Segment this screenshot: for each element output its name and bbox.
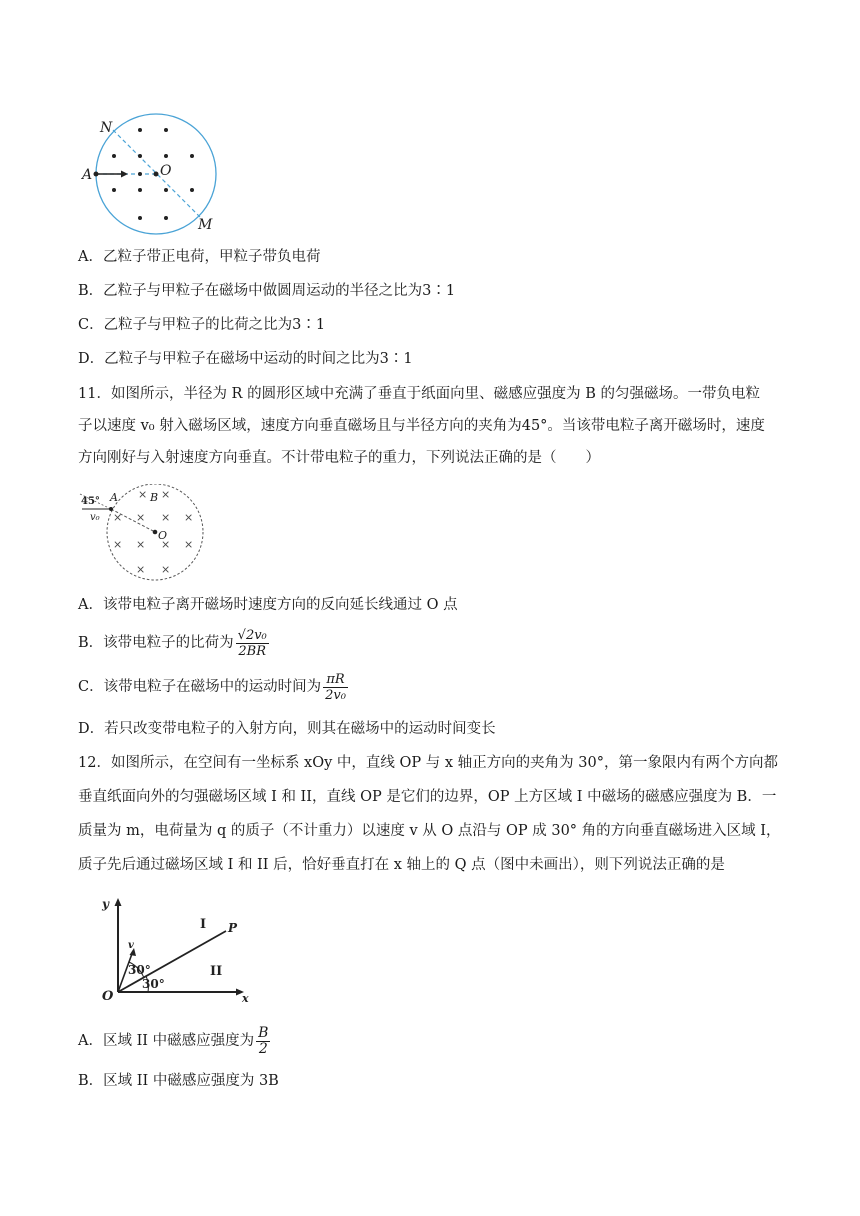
label-angle-2: 30° [142, 977, 165, 991]
velocity-arrowhead [121, 171, 128, 178]
svg-text:×: × [138, 488, 148, 501]
q11-option-a: A．该带电粒子离开磁场时速度方向的反向延长线通过 O 点 [78, 597, 458, 613]
point-O [153, 530, 158, 535]
svg-text:×: × [184, 538, 194, 551]
label-A: A [82, 167, 93, 183]
q12-stem-line-3: 质量为 m，电荷量为 q 的质子（不计重力）以速度 v 从 O 点沿与 OP 成 30° 角的方向垂直磁场进入区域 I， [78, 823, 781, 839]
q12-option-a-text: A．区域 II 中磁感应强度为 [78, 1033, 255, 1049]
svg-text:×: × [113, 538, 123, 551]
q11-option-c-fraction: $\frac{\pi R}{\text{2v₀}}$ [325, 671, 346, 703]
q12-option-a [78, 1024, 272, 1058]
q11-stem-line-3: 方向刚好与入射速度方向垂直。不计带电粒子的重力，下列说法正确的是（ ） [78, 450, 600, 466]
label-45: 45° [81, 496, 100, 507]
svg-text:×: × [136, 563, 146, 576]
q12-option-b: B．区域 II 中磁感应强度为 3B [78, 1073, 279, 1089]
svg-text:×: × [136, 538, 146, 551]
svg-text:×: × [161, 488, 171, 501]
q10-option-c: C．乙粒子与甲粒子的比荷之比为3∶1 [78, 317, 326, 333]
svg-text:×: × [161, 538, 171, 551]
label-v: v [128, 940, 134, 951]
q11-option-d: D．若只改变带电粒子的入射方向，则其在磁场中的运动时间变长 [78, 721, 496, 737]
q11-option-c-text: C．该带电粒子在磁场中的运动时间为 [78, 679, 322, 695]
label-M: M [198, 217, 213, 233]
label-A: A [110, 491, 118, 504]
svg-text:×: × [136, 511, 146, 524]
label-O: O [160, 163, 172, 179]
label-O: O [102, 989, 114, 1004]
q11-option-b-fraction: $\frac{\text{√2v₀}}{2BR}$ [237, 627, 267, 659]
point-O [154, 172, 159, 177]
y-axis-arrow [115, 898, 122, 906]
label-y: y [102, 897, 109, 911]
q11-option-b [78, 626, 271, 660]
point-A [94, 172, 99, 177]
label-region-II: II [210, 964, 223, 979]
figure-q11 [78, 484, 208, 584]
label-O: O [158, 529, 168, 542]
q12-option-a-fraction: $\frac{B}{2}$ [258, 1024, 269, 1057]
line-OP [118, 931, 226, 992]
q10-option-a: A．乙粒子带正电荷，甲粒子带负电荷 [78, 249, 321, 265]
label-x: x [242, 992, 249, 1005]
svg-text:×: × [184, 511, 194, 524]
label-B: B [150, 491, 159, 504]
q12-stem-line-4: 质子先后通过磁场区域 I 和 II 后，恰好垂直打在 x 轴上的 Q 点（图中未画出），则下列说法正确的是 [78, 857, 725, 873]
svg-text:×: × [161, 563, 171, 576]
q11-option-b-text: B．该带电粒子的比荷为 [78, 635, 234, 651]
q10-option-d: D．乙粒子与甲粒子在磁场中运动的时间之比为3∶1 [78, 351, 413, 367]
svg-text:×: × [113, 511, 123, 524]
label-v0: v₀ [90, 512, 100, 523]
figure-q10 [80, 112, 240, 242]
q11-option-c [78, 670, 350, 704]
q10-option-b: B．乙粒子与甲粒子在磁场中做圆周运动的半径之比为3∶1 [78, 283, 456, 299]
q12-stem-line-1: 12．如图所示，在空间有一坐标系 xOy 中，直线 OP 与 x 轴正方向的夹角为 30°，第一象限内有两个方向都 [78, 755, 778, 771]
q12-stem-line-2: 垂直纸面向外的匀强磁场区域 I 和 II，直线 OP 是它们的边界，OP 上方区域 I 中磁场的磁感应强度为 B．一 [78, 789, 777, 805]
label-region-I: I [200, 917, 207, 932]
label-N: N [100, 120, 113, 136]
label-angle-1: 30° [128, 963, 151, 977]
figure-q12 [96, 894, 256, 1006]
label-P: P [228, 921, 238, 935]
q11-stem-line-1: 11．如图所示，半径为 R 的圆形区域中充满了垂直于纸面向里、磁感应强度为 B 的匀强磁场。一带负电粒 [78, 386, 760, 402]
q11-stem-line-2: 子以速度 v₀ 射入磁场区域，速度方向垂直磁场且与半径方向的夹角为45°。当该带电粒子离开磁场时，速度 [78, 418, 765, 434]
svg-text:×: × [161, 511, 171, 524]
